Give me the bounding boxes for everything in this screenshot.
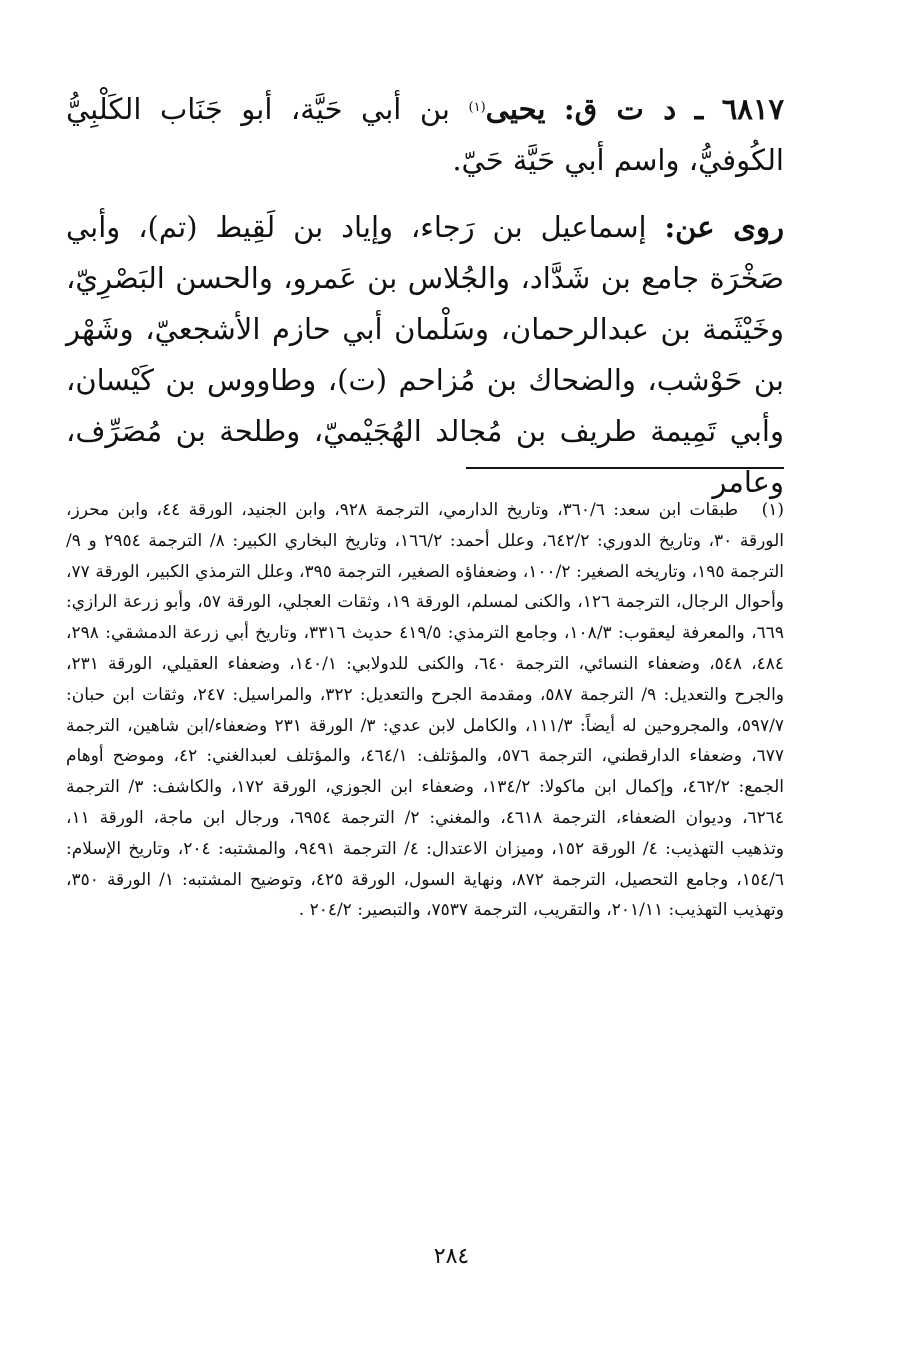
footnote-text: طبقات ابن سعد: ٣٦٠/٦، وتاريخ الدارمي، الترجمة ٩٢٨، وابن الجنيد، الورقة ٤٤، وابن محرز، الورقة ٣٠، وتاريخ الدوري: ٦٤٢/٢، وعلل أحمد: ١٦٦/٢، وتاريخ البخاري الكبير: ٨/ الترجمة ٢٩٥٤ و ٩/ الترجمة ١٩٥، وتاريخه الصغير: ١٠٠/٢، وضعفاؤه الصغير، الترجمة ٣٩٥، وعلل الترمذي الكبير، الورقة ٧٧، وأحوال الرجال، الترجمة ١٢٦، والكنى لمسلم، الورقة ١٩، وثقات العجلي، الورقة ٥٧، وأبو زرعة الرازي: ٦٦٩، والمعرفة ليعقوب: ١٠٨/٣، وجامع الترمذي: ٤١٩/٥ حديث ٣٣١٦، وتاريخ أبي زرعة الدمشقي: ٢٩٨، ٤٨٤، ٥٤٨، وضعفاء النسائي، الترجمة ٦٤٠، والكنى للدولابي: ١٤٠/١، وضعفاء العقيلي، الورقة ٢٣١، والجرح والتعديل: ٩/ الترجمة ٥٨٧، ومقدمة الجرح والتعديل: ٣٢٢، والمراسيل: ٢٤٧، وثقات ابن حبان: ٥٩٧/٧، والمجروحين له أيضاً: ١١١/٣، والكامل لابن عدي: ٣/ الورقة ٢٣١ وضعفاء/ابن شاهين، الترجمة ٦٧٧، وضعفاء الدارقطني، الترجمة ٥٧٦، والمؤتلف: ٤٦٤/١، والمؤتلف لعبدالغني: ٤٢، وموضح أوهام الجمع: ٤٦٢/٢، وإكمال ابن ماكولا: ١٣٤/٢، وضعفاء ابن الجوزي، الورقة ١٧٢، والكاشف: ٣/ الترجمة ٦٢٦٤، وديوان الضعفاء، الترجمة ٤٦١٨، والمغني: ٢/ الترجمة ٦٩٥٤، ورجال ابن ماجة، الورقة ١١، وتذهيب التهذيب: ٤/ الورقة ١٥٢، وميزان الاعتدال: ٤/ الترجمة ٩٤٩١، والمشتبه: ٢٠٤، وتاريخ الإسلام: ١٥٤/٦، وجامع التحصيل، الترجمة ٨٧٢، ونهاية السول، الورقة ٤٢٥، وتوضيح المشتبه: ١/ الورقة ٣٥٠، وتهذيب التهذيب: ٢٠١/١١، والتقريب، الترجمة ٧٥٣٧، والتبصير: ٢٠٤/٢ . [66, 500, 785, 921]
page-number: ٢٨٤ [433, 1244, 470, 1269]
narrated-from-list: إسماعيل بن رَجاء، وإياد بن لَقِيط (تم)، وأبي صَخْرَة جامع بن شَدَّاد، والجُلاس بن عَمرو، والحسن البَصْرِيّ، وخَيْثَمة بن عبدالرحمان، وسَلْمان أبي حازم الأشجعيّ، وشَهْر بن حَوْشب، والضحاك بن مُزاحم (ت)، وطاووس بن كَيْسان، وأبي تَمِيمة طريف بن مُجالد الهُجَيْميّ، وطلحة بن مُصَرِّف، وعامر [66, 210, 784, 499]
entry-separator: ـ [694, 92, 704, 126]
entry-name: يحيى [485, 92, 546, 126]
entry-heading [66, 84, 784, 186]
main-text [66, 84, 784, 508]
footnotes-section [66, 495, 784, 926]
footnote-reference[interactable]: (١) [468, 100, 486, 115]
entry-number: ٦٨١٧ [721, 92, 785, 126]
narrated-from-label: روى عن: [664, 210, 785, 244]
entry-name-continuation: بن أبي حَيَّة، أبو جَنَاب الكَلْبِيُّ الكُوفيُّ، واسم أبي حَيَّة حَيّ. [66, 92, 784, 177]
footnote-marker: (١) [761, 500, 784, 520]
footnote-separator-rule [466, 467, 784, 469]
entry-sigla: د ت ق: [563, 92, 677, 126]
narration-paragraph [66, 202, 784, 508]
